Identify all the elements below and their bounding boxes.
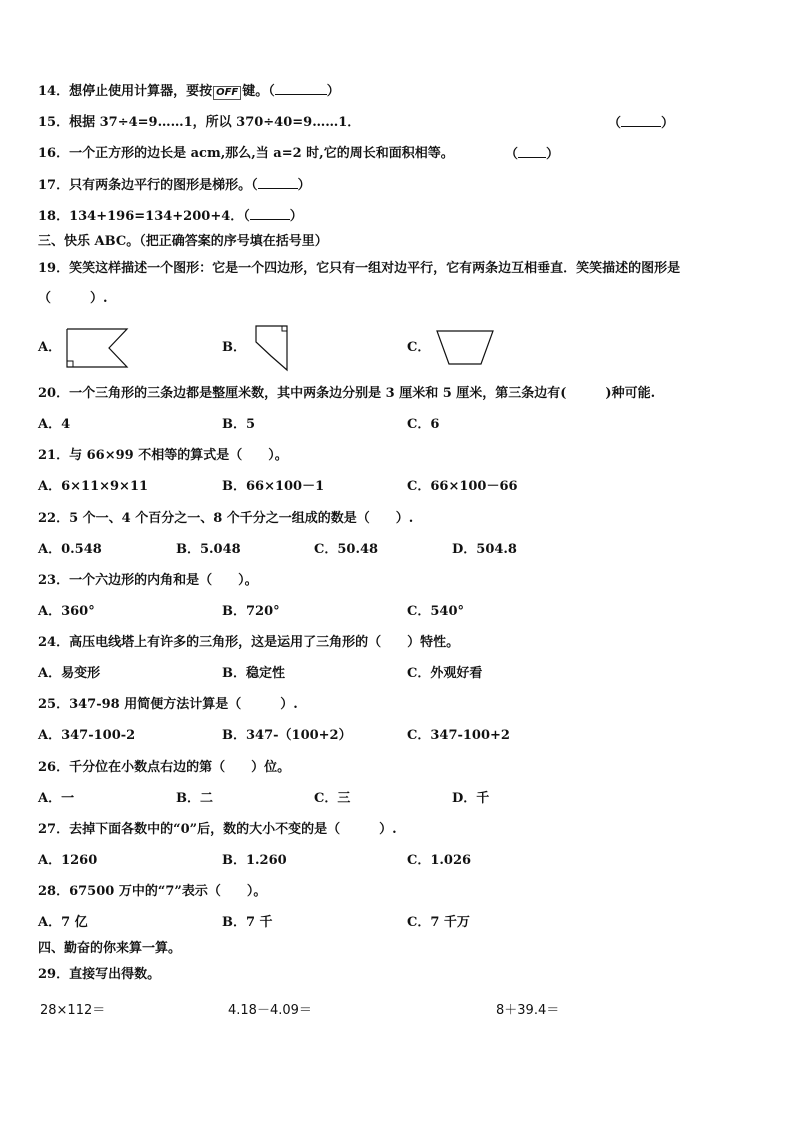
question-20: 20．一个三角形的三条边都是整厘米数，其中两条边分别是 3 厘米和 5 厘米，第三条边有( )种可能. (38, 386, 656, 401)
off-key-icon: OFF (213, 86, 241, 100)
question-18-paren-close: ） (289, 209, 303, 224)
option-19-b[interactable]: B． (222, 340, 246, 355)
question-18-text: 18．134+196=134+200+4．（ (38, 209, 250, 224)
option-22-d[interactable]: D．504.8 (452, 542, 517, 557)
question-14-paren-close: ） (326, 84, 340, 99)
option-22-c[interactable]: C．50.48 (314, 542, 379, 557)
right-trapezoid-figure-b (252, 322, 292, 374)
calc-item-1[interactable]: 28×112＝ (40, 1003, 106, 1018)
option-21-b[interactable]: B．66×100－1 (222, 479, 325, 494)
question-17 (38, 176, 311, 195)
option-22-a[interactable]: A．0.548 (38, 542, 102, 557)
option-19-c[interactable]: C． (407, 340, 431, 355)
option-25-a[interactable]: A．347-100-2 (38, 728, 136, 743)
question-14-text: 14．想停止使用计算器，要按 (38, 84, 213, 99)
option-20-a[interactable]: A．4 (38, 417, 71, 432)
option-26-a[interactable]: A．一 (38, 791, 75, 806)
paren-open: （ (608, 116, 622, 131)
answer-blank-18[interactable] (250, 207, 290, 220)
answer-blank-14[interactable] (275, 82, 327, 95)
option-25-b[interactable]: B．347-（100+2） (222, 728, 352, 743)
option-24-b[interactable]: B．稳定性 (222, 666, 285, 681)
option-20-b[interactable]: B．5 (222, 417, 256, 432)
question-26: 26．千分位在小数点右边的第（ ）位。 (38, 760, 291, 775)
option-20-c[interactable]: C．6 (407, 417, 440, 432)
question-15-text: 15．根据 37÷4=9……1，所以 370÷40=9……1． (38, 115, 361, 130)
question-23: 23．一个六边形的内角和是（ ）。 (38, 573, 258, 588)
option-27-a[interactable]: A．1260 (38, 853, 98, 868)
option-27-c[interactable]: C．1.026 (407, 853, 472, 868)
question-27: 27．去掉下面各数中的“0”后，数的大小不变的是（ ）. (38, 822, 397, 837)
option-28-a[interactable]: A．7 亿 (38, 915, 88, 930)
calc-item-3[interactable]: 8＋39.4＝ (496, 1003, 560, 1018)
option-28-b[interactable]: B．7 千 (222, 915, 273, 930)
question-17-text: 17．只有两条边平行的图形是梯形。（ (38, 178, 258, 193)
paren-close: ） (546, 147, 560, 162)
option-21-a[interactable]: A．6×11×9×11 (38, 479, 149, 494)
option-26-b[interactable]: B．二 (176, 791, 213, 806)
calc-item-2[interactable]: 4.18－4.09＝ (228, 1003, 312, 1018)
question-15 (38, 114, 360, 132)
question-14 (38, 82, 340, 101)
question-19-line2: （ ）. (38, 291, 108, 306)
answer-blank-16[interactable] (518, 145, 546, 158)
answer-blank-15[interactable] (621, 114, 661, 127)
question-28: 28．67500 万中的“7”表示（ ）。 (38, 884, 267, 899)
option-19-a[interactable]: A． (38, 340, 62, 355)
paren-open: （ (505, 147, 519, 162)
option-22-b[interactable]: B．5.048 (176, 542, 241, 557)
question-14-paren-open: 键。（ (242, 84, 275, 99)
isosceles-trapezoid-figure-c (434, 328, 496, 368)
option-24-c[interactable]: C．外观好看 (407, 666, 483, 681)
paren-close: ） (661, 116, 675, 131)
question-22: 22．5 个一、4 个百分之一、8 个千分之一组成的数是（ ）. (38, 511, 414, 526)
question-25: 25．347-98 用简便方法计算是（ ）. (38, 697, 298, 712)
option-25-c[interactable]: C．347-100+2 (407, 728, 510, 743)
section-3-title: 三、快乐 ABC。（把正确答案的序号填在括号里） (38, 234, 328, 249)
question-16 (38, 145, 454, 163)
section-4-title: 四、勤奋的你来算一算。 (38, 941, 182, 956)
question-16-answer (505, 145, 559, 164)
question-29: 29．直接写出得数。 (38, 967, 161, 982)
option-23-b[interactable]: B．720° (222, 604, 280, 619)
question-19-line1: 19．笑笑这样描述一个图形：它是一个四边形，它只有一组对边平行，它有两条边互相垂直．笑笑描述的图形是 (38, 261, 681, 276)
question-24: 24．高压电线塔上有许多的三角形，这是运用了三角形的（ ）特性。 (38, 635, 460, 650)
option-23-c[interactable]: C．540° (407, 604, 464, 619)
option-26-c[interactable]: C．三 (314, 791, 351, 806)
question-21: 21．与 66×99 不相等的算式是（ ）。 (38, 448, 288, 463)
question-18 (38, 207, 303, 226)
answer-blank-17[interactable] (258, 176, 298, 189)
option-26-d[interactable]: D．千 (452, 791, 490, 806)
question-16-text: 16．一个正方形的边长是 acm,那么,当 a=2 时,它的周长和面积相等。 (38, 146, 454, 161)
trapezoid-notched-figure-a (64, 326, 130, 370)
option-27-b[interactable]: B．1.260 (222, 853, 287, 868)
option-23-a[interactable]: A．360° (38, 604, 95, 619)
option-28-c[interactable]: C．7 千万 (407, 915, 470, 930)
question-15-answer (608, 114, 674, 133)
question-17-paren-close: ） (297, 178, 311, 193)
option-24-a[interactable]: A．易变形 (38, 666, 101, 681)
option-21-c[interactable]: C．66×100－66 (407, 479, 518, 494)
